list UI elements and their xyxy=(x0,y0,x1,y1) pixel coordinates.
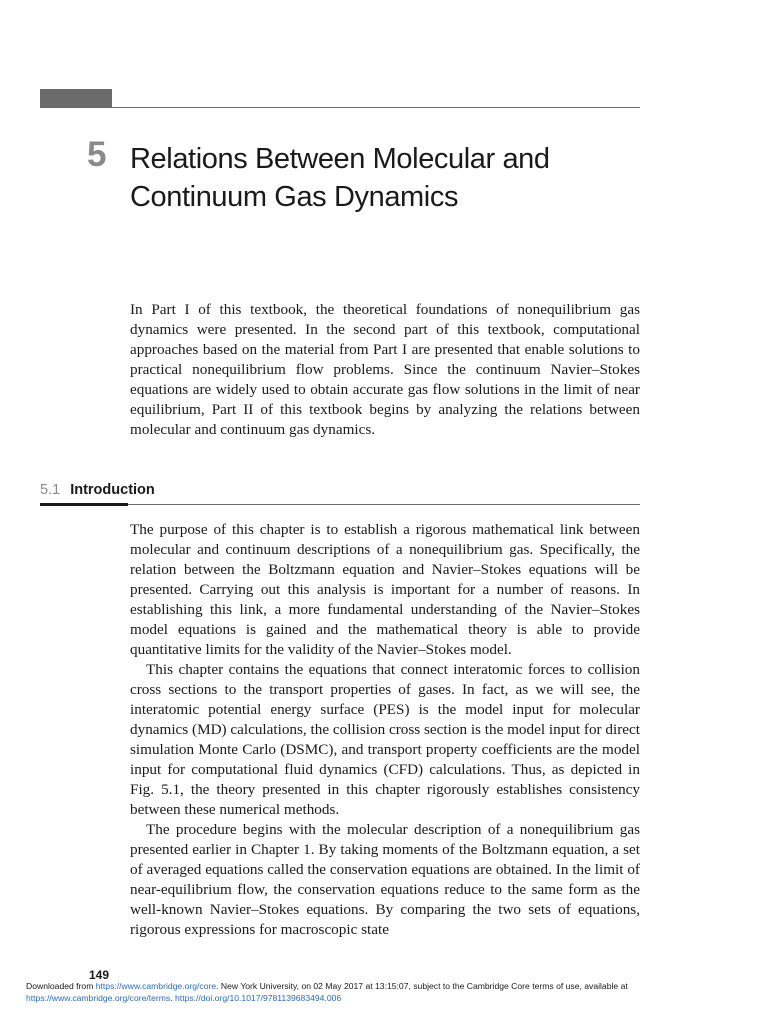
chapter-number: 5 xyxy=(87,135,107,174)
page-number: 149 xyxy=(89,968,110,982)
footer-terms-link[interactable]: https://www.cambridge.org/core/terms xyxy=(26,993,171,1003)
footer-separator: . xyxy=(170,993,176,1003)
body-paragraph: This chapter contains the equations that connect interatomic forces to collision cross sections to the transport properties of gases. In fact, as we will see, the interatomic potential energy surface (PES) is the model input for molecular dynamics (MD) calculations, the collision cross section is the model input for direct simulation Monte Carlo (DSMC), and transport property coefficients are the model input for computational fluid dynamics (CFD) calculations. Thus, as depicted in Fig. 5.1, the theory presented in this chapter rigorously establishes consistency between these numerical methods. xyxy=(130,661,640,818)
chapter-title-line-2: Continuum Gas Dynamics xyxy=(130,181,459,213)
section-rule-thick xyxy=(40,503,128,506)
footer-middle-text: . New York University, on 02 May 2017 at 13:15:07, subject to the Cambridge Core terms of use, available at xyxy=(216,981,628,991)
footer-doi-link[interactable]: https://doi.org/10.1017/9781139683494.006 xyxy=(175,993,342,1003)
section-number: 5.1 xyxy=(40,482,61,498)
section-body xyxy=(130,520,640,940)
section-rule-thin xyxy=(128,504,640,505)
chapter-title xyxy=(130,140,650,216)
header-bar-block xyxy=(40,89,112,108)
section-title: Introduction xyxy=(70,482,155,498)
footer-prefix: Downloaded from xyxy=(26,981,96,991)
header-rule xyxy=(40,107,640,108)
body-paragraph: The procedure begins with the molecular description of a nonequilibrium gas presented earlier in Chapter 1. By taking moments of the Boltzmann equation, a set of averaged equations called the conservation equations are obtained. In the limit of near-equilibrium flow, the conservation equations reduce to the same form as the well-known Navier–Stokes equations. By comparing the two sets of equations, rigorous expressions for macroscopic state xyxy=(130,821,640,938)
download-footer xyxy=(26,980,742,1004)
footer-core-link[interactable]: https://www.cambridge.org/core xyxy=(95,981,217,991)
body-paragraph: The purpose of this chapter is to establish a rigorous mathematical link between molecular and continuum descriptions of a nonequilibrium gas. Specifically, the relation between the Boltzmann equation and Navier–Stokes equations will be presented. Carrying out this analysis is important for a number of reasons. In establishing this link, a more fundamental understanding of the Navier–Stokes model equations is gained and the mathematical theory is able to provide quantitative limits for the validity of the Navier–Stokes model. xyxy=(130,521,640,658)
chapter-title-line-1: Relations Between Molecular and xyxy=(130,143,550,175)
section-heading xyxy=(40,479,640,501)
chapter-intro-paragraph: In Part I of this textbook, the theoretical foundations of nonequilibrium gas dynamics were presented. In the second part of this textbook, computational approaches based on the material from Part I are presented that enable solutions to practical nonequilibrium flow problems. Since the continuum Navier–Stokes equations are widely used to obtain accurate gas flow solutions in the limit of near equilibrium, Part II of this textbook begins by analyzing the relations between molecular and continuum gas dynamics. xyxy=(130,301,640,438)
